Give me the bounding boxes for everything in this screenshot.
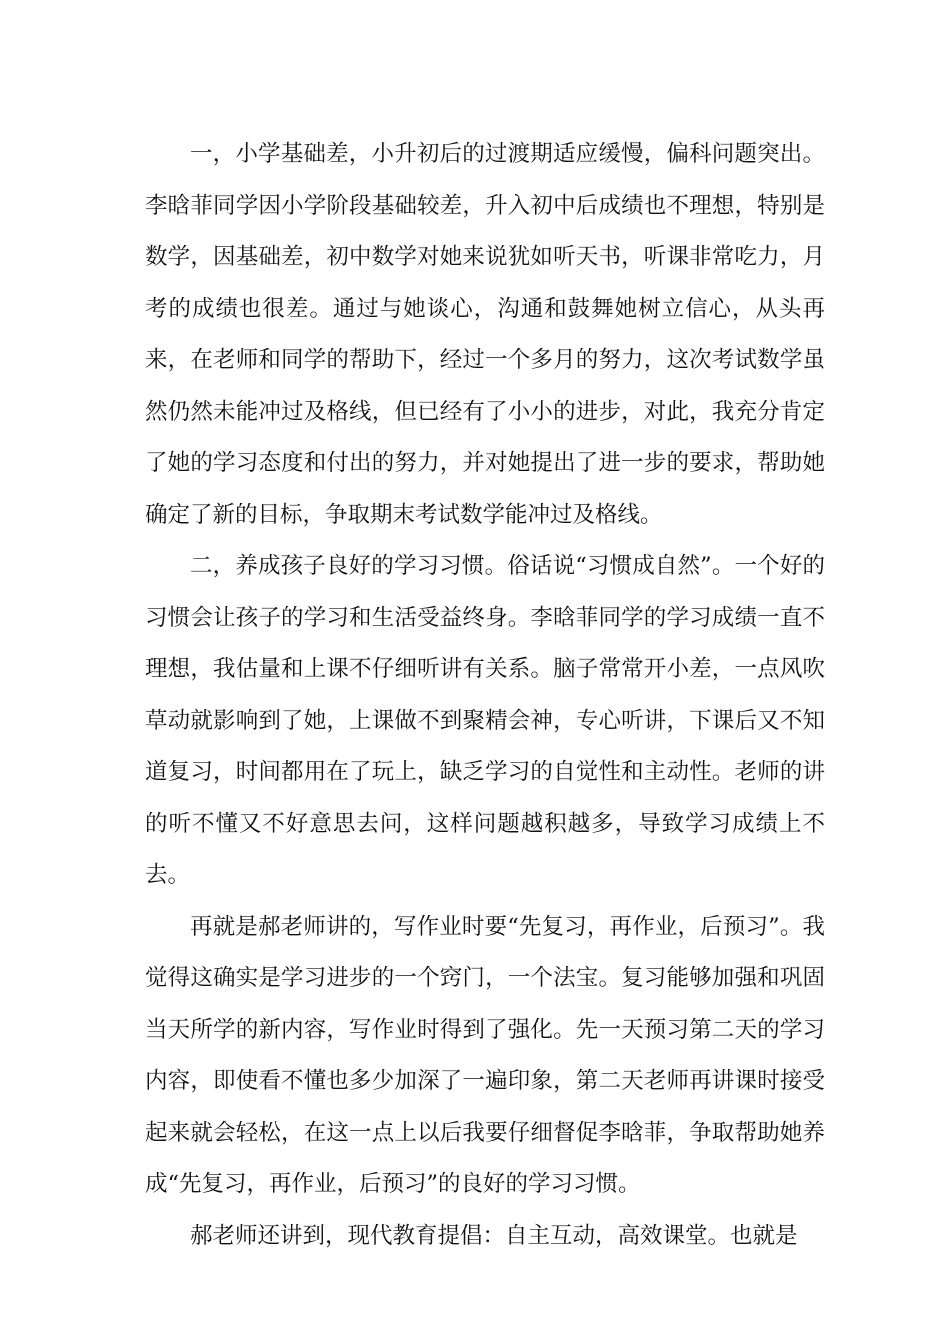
document-body (145, 129, 825, 1262)
paragraph-4: 郝老师还讲到，现代教育提倡：自主互动，高效课堂。也就是 (190, 1222, 798, 1249)
paragraph-1: 一，小学基础差，小升初后的过渡期适应缓慢，偏科问题突出。李晗菲同学因小学阶段基础较差，升入初中后成绩也不理想，特别是数学，因基础差，初中数学对她来说犹如听天书，听课非常吃力，月考的成绩也很差。通过与她谈心，沟通和鼓舞她树立信心，从头再来，在老师和同学的帮助下，经过一个多月的努力，这次考试数学虽然仍然未能冲过及格线，但已经有了小小的进步，对此，我充分肯定了她的学习态度和付出的努力，并对她提出了进一步的要求，帮助她确定了新的目标，争取期末考试数学能冲过及格线。 (145, 141, 825, 528)
paragraph-2: 二，养成孩子良好的学习习惯。俗话说“习惯成自然”。一个好的习惯会让孩子的学习和生活受益终身。李晗菲同学的学习成绩一直不理想，我估量和上课不仔细听讲有关系。脑子常常开小差，一点风吹草动就影响到了她，上课做不到聚精会神，专心听讲，下课后又不知道复习，时间都用在了玩上，缺乏学习的自觉性和主动性。老师的讲的听不懂又不好意思去问，这样问题越积越多，导致学习成绩上不去。 (145, 553, 825, 888)
paragraph-3: 再就是郝老师讲的，写作业时要“先复习，再作业，后预习”。我觉得这确实是学习进步的一个窍门，一个法宝。复习能够加强和巩固当天所学的新内容，写作业时得到了强化。先一天预习第二天的学习内容，即使看不懂也多少加深了一遍印象，第二天老师再讲课时接受起来就会轻松，在这一点上以后我要仔细督促李晗菲，争取帮助她养成“先复习，再作业，后预习”的良好的学习习惯。 (145, 913, 825, 1197)
